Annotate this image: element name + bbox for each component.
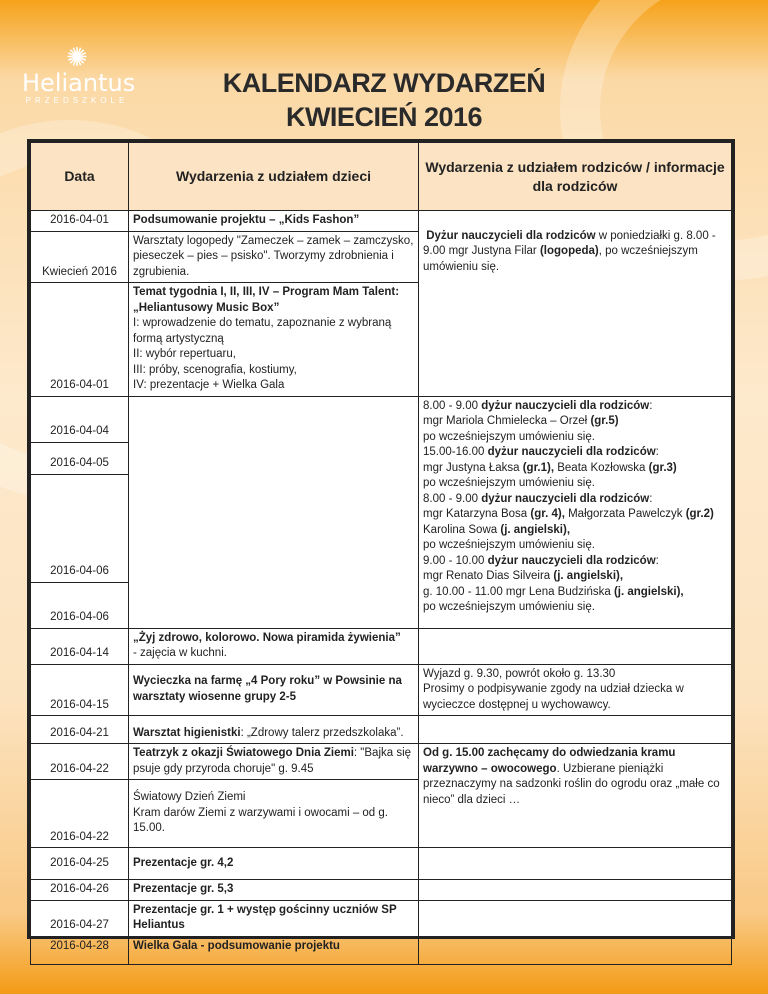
date-cell: 2016-04-01 (31, 283, 129, 397)
parent-info-cell (419, 936, 732, 964)
event-cell: Wycieczka na farmę „4 Pory roku” w Powsinie na warsztaty wiosenne grupy 2-5 (129, 664, 419, 716)
parent-info-cell (419, 716, 732, 744)
event-cell: Prezentacje gr. 1 + występ gościnny uczniów SP Heliantus (129, 900, 419, 936)
header-parents: Wydarzenia z udziałem rodziców / informacje dla rodziców (419, 143, 732, 211)
event-cell (129, 211, 419, 232)
parent-info: Dyżur nauczycieli dla rodziców w poniedziałki g. 8.00 - 9.00 mgr Justyna Filar (logopeda), po wcześniejszym umówieniu się. (423, 229, 716, 273)
date-cell: 2016-04-26 (31, 880, 129, 901)
date-cell: Kwiecień 2016 (31, 231, 129, 283)
date-cell: 2016-04-22 (31, 780, 129, 848)
date-cell: 2016-04-01 (31, 211, 129, 232)
event-cell (129, 396, 419, 628)
event-title: Temat tygodnia I, II, III, IV – Program Mam Talent: „Heliantusowy Music Box” (133, 286, 400, 314)
date-cell: 2016-04-04 (31, 396, 129, 442)
parent-info-cell: 8.00 - 9.00 dyżur nauczycieli dla rodziców: mgr Mariola Chmielecka – Orzeł (gr.5) po wcześniejszym umówieniu się. 15.00-16.00 dyżur nauczycieli dla rodziców: mgr Justyna Łaksa (gr.1), Beata Kozłowska (gr.3) po wcześniejszym umówieniu się. 8.00 - 9.00 dyżur nauczycieli dla rodziców: mgr Katarzyna Bosa (gr. 4), Małgorzata Pawelczyk (gr.2) Karolina Sowa (j. angielski), po wcześniejszym umówieniu się. 9.00 - 10.00 dyżur nauczycieli dla rodziców: mgr Renato Dias Silveira (j. angielski), g. 10.00 - 11.00 mgr Lena Budzińska (j. angielski), po wcześniejszym umówieniu się. (419, 396, 732, 628)
parent-info-cell (419, 848, 732, 880)
date-cell: 2016-04-06 (31, 582, 129, 628)
event-cell: Warsztat higienistki: „Zdrowy talerz przedszkolaka”. (129, 716, 419, 744)
event-cell: Teatrzyk z okazji Światowego Dnia Ziemi: "Bajka się psuje gdy przyroda choruje" g. 9.45 (129, 744, 419, 780)
event-title: Podsumowanie projektu – „Kids Fashon” (133, 214, 360, 226)
logo-name: Heliantus (22, 69, 136, 97)
event-cell: Warsztaty logopedy "Zameczek – zamek – zamczysko, pieseczek – pies – psisko". Tworzymy zdrobnienia i zgrubienia. (129, 231, 419, 283)
header-children: Wydarzenia z udziałem dzieci (129, 143, 419, 211)
title-line-2: KWIECIEŃ 2016 (285, 102, 483, 132)
date-cell: 2016-04-25 (31, 848, 129, 880)
event-cell: Prezentacje gr. 5,3 (129, 880, 419, 901)
parent-info-cell (419, 628, 732, 664)
date-cell: 2016-04-05 (31, 442, 129, 474)
event-cell: Prezentacje gr. 4,2 (129, 848, 419, 880)
date-cell: 2016-04-27 (31, 900, 129, 936)
event-cell: Temat tygodnia I, II, III, IV – Program Mam Talent: „Heliantusowy Music Box” I: wprowadzenie do tematu, zapoznanie z wybraną formą artystyczną II: wybór repertuaru, III: próby, scenografia, kostiumy, IV: prezentacje + Wielka Gala (129, 283, 419, 397)
page-title (0, 66, 768, 134)
parent-info-cell (419, 880, 732, 901)
calendar-table (27, 139, 735, 952)
date-cell: 2016-04-22 (31, 744, 129, 780)
logo-subtitle: PRZEDSZKOLE (25, 96, 129, 105)
header-date: Data (31, 143, 129, 211)
date-cell: 2016-04-14 (31, 628, 129, 664)
date-cell: 2016-04-15 (31, 664, 129, 716)
date-cell: 2016-04-21 (31, 716, 129, 744)
event-cell: Światowy Dzień Ziemi Kram darów Ziemi z warzywami i owocami – od g. 15.00. (129, 780, 419, 848)
date-cell: 2016-04-06 (31, 474, 129, 582)
title-line-1: KALENDARZ WYDARZEŃ (222, 68, 546, 98)
flower-icon: ✺ (66, 42, 88, 72)
date-cell: 2016-04-28 (31, 936, 129, 964)
event-cell: „Żyj zdrowo, kolorowo. Nowa piramida żywienia” - zajęcia w kuchni. (129, 628, 419, 664)
parent-info-cell: Wyjazd g. 9.30, powrót około g. 13.30 Prosimy o podpisywanie zgody na udział dziecka w wycieczce dostępnej u wychowawcy. (419, 664, 732, 716)
parent-info-cell (419, 900, 732, 936)
parent-info-cell (419, 211, 732, 397)
event-cell: Wielka Gala - podsumowanie projektu (129, 936, 419, 964)
parent-info-cell: Od g. 15.00 zachęcamy do odwiedzania kramu warzywno – owocowego. Uzbierane pieniążki przeznaczymy na sadzonki roślin do ogrodu oraz „małe co nieco” dla dzieci … (419, 744, 732, 848)
